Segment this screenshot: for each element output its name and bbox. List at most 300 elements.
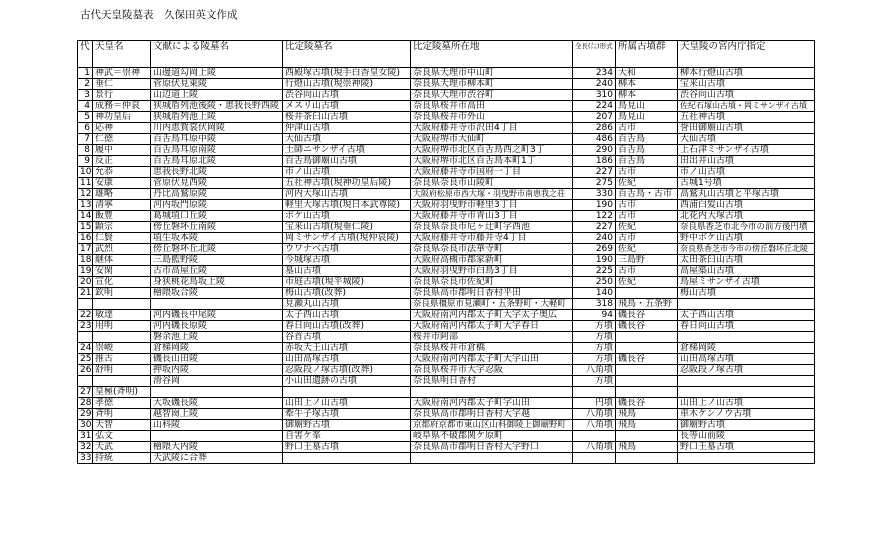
table-row xyxy=(78,321,815,332)
cell-literature: 傍丘磐坏丘北陵 xyxy=(151,244,283,255)
table-row xyxy=(78,101,815,112)
cell-location: 大阪府羽曳野市白鳥3丁目 xyxy=(411,266,573,277)
cell-imperial: 高鷲丸山古墳と平塚古墳 xyxy=(678,189,815,200)
cell-emperor: 敏達 xyxy=(93,310,151,321)
cell-length: 方墳 xyxy=(573,332,616,343)
cell-compared: 大仙古墳 xyxy=(283,134,411,145)
cell-no: 7 xyxy=(78,134,93,145)
cell-location: 大阪府松原市西大塚・羽曳野市南恵我之荘 xyxy=(411,189,573,200)
cell-compared: 河内大塚山古墳 xyxy=(283,189,411,200)
cell-emperor: 顕宗 xyxy=(93,222,151,233)
cell-group: 百舌鳥 xyxy=(616,156,678,167)
cell-no: 5 xyxy=(78,112,93,123)
cell-emperor: 成務＝仲哀 xyxy=(93,101,151,112)
cell-literature: 身狭桃花鳥坂上陵 xyxy=(151,277,283,288)
table-row xyxy=(78,398,815,409)
cell-compared: 桜井茶臼山古墳 xyxy=(283,112,411,123)
cell-location: 大阪府藤井寺市藤井寺4丁目 xyxy=(411,233,573,244)
cell-length: 290 xyxy=(573,145,616,156)
cell-no: 27 xyxy=(78,387,93,398)
cell-literature: 埴生坂本陵 xyxy=(151,233,283,244)
cell-location: 大阪府堺市大仙町 xyxy=(411,134,573,145)
cell-emperor: 斉明 xyxy=(93,409,151,420)
cell-location: 奈良県桜井市外山 xyxy=(411,112,573,123)
cell-compared: 忍阪段ノ塚古墳(改葬) xyxy=(283,365,411,376)
cell-length: 269 xyxy=(573,244,616,255)
cell-length: 275 xyxy=(573,178,616,189)
cell-compared: 行燈山古墳(現崇神陵) xyxy=(283,79,411,90)
table-row xyxy=(78,90,815,101)
cell-imperial: 大仙古墳 xyxy=(678,134,815,145)
cell-group: 磯長谷 xyxy=(616,321,678,332)
cell-group: 柳本 xyxy=(616,79,678,90)
table-row xyxy=(78,266,815,277)
cell-group: 飛鳥 xyxy=(616,409,678,420)
cell-group: 佐紀 xyxy=(616,244,678,255)
cell-no: 8 xyxy=(78,145,93,156)
cell-emperor: 応神 xyxy=(93,123,151,134)
cell-no: 6 xyxy=(78,123,93,134)
cell-location: 奈良県奈良市佐紀町 xyxy=(411,277,573,288)
cell-length: 240 xyxy=(573,79,616,90)
cell-imperial: 春日向山古墳 xyxy=(678,321,815,332)
cell-length: 186 xyxy=(573,156,616,167)
cell-emperor: 用明 xyxy=(93,321,151,332)
cell-length: 330 xyxy=(573,189,616,200)
cell-location xyxy=(411,453,573,464)
cell-no: 1 xyxy=(78,68,93,79)
cell-emperor: 景行 xyxy=(93,90,151,101)
cell-group: 古市 xyxy=(616,200,678,211)
cell-no: 4 xyxy=(78,101,93,112)
cell-emperor: 履中 xyxy=(93,145,151,156)
table-row xyxy=(78,255,815,266)
cell-imperial: 倉梯岡陵 xyxy=(678,343,815,354)
cell-length: 140 xyxy=(573,288,616,299)
header-location: 比定陵墓所在地 xyxy=(411,41,573,68)
cell-imperial: 佐紀石塚山古墳・岡ミサンザイ古墳 xyxy=(678,101,815,112)
cell-length: 250 xyxy=(573,277,616,288)
cell-group xyxy=(616,288,678,299)
cell-imperial: 御廟野古墳 xyxy=(678,420,815,431)
cell-no: 26 xyxy=(78,365,93,376)
cell-compared: 市庭古墳(現平城陵) xyxy=(283,277,411,288)
cell-emperor: 神武＝崇神 xyxy=(93,68,151,79)
cell-no: 17 xyxy=(78,244,93,255)
cell-location: 大阪府南河内郡太子町大字山田 xyxy=(411,354,573,365)
cell-compared: 土師ニサンザイ古墳 xyxy=(283,145,411,156)
cell-compared: 岡ミサンザイ古墳(現仲哀陵) xyxy=(283,233,411,244)
cell-group: 佐紀 xyxy=(616,222,678,233)
cell-length: 八角墳 xyxy=(573,409,616,420)
cell-literature: 天武陵に合葬 xyxy=(151,453,283,464)
cell-compared: 西殿塚古墳(現手白香皇女陵) xyxy=(283,68,411,79)
cell-emperor: 天智 xyxy=(93,420,151,431)
cell-no: 24 xyxy=(78,343,93,354)
cell-compared: ウワナベ古墳 xyxy=(283,244,411,255)
cell-emperor: 宣化 xyxy=(93,277,151,288)
cell-compared: 太子西山古墳 xyxy=(283,310,411,321)
cell-group: 百舌鳥 xyxy=(616,145,678,156)
cell-literature: 山辺道上陵 xyxy=(151,90,283,101)
cell-literature: 狭城盾列池後陵・恵我長野西陵 xyxy=(151,101,283,112)
cell-emperor: 舒明 xyxy=(93,365,151,376)
cell-no: 30 xyxy=(78,420,93,431)
cell-no: 21 xyxy=(78,288,93,299)
cell-imperial: 西浦白髪山古墳 xyxy=(678,200,815,211)
cell-no: 15 xyxy=(78,222,93,233)
cell-emperor: 雄略 xyxy=(93,189,151,200)
cell-compared: 百舌鳥御廟山古墳 xyxy=(283,156,411,167)
cell-length: 207 xyxy=(573,112,616,123)
cell-literature: 三島藍野陵 xyxy=(151,255,283,266)
cell-location: 桜井市阿部 xyxy=(411,332,573,343)
cell-compared: 小山田遺跡の古墳 xyxy=(283,376,411,387)
cell-length: 486 xyxy=(573,134,616,145)
cell-location: 大阪府藤井寺市青山3丁目 xyxy=(411,211,573,222)
cell-location: 奈良県奈良市山陵町 xyxy=(411,178,573,189)
cell-literature: 恵我長野北陵 xyxy=(151,167,283,178)
cell-location: 大阪府高槻市郡家新町 xyxy=(411,255,573,266)
cell-literature: 滑谷岡 xyxy=(151,376,283,387)
cell-length: 234 xyxy=(573,68,616,79)
cell-imperial: 渋谷向山古墳 xyxy=(678,90,815,101)
cell-imperial: 上石津ミサンザイ古墳 xyxy=(678,145,815,156)
cell-no xyxy=(78,376,93,387)
tomb-table xyxy=(77,40,815,464)
cell-compared: 梅山古墳(改葬) xyxy=(283,288,411,299)
cell-location: 奈良県天理市渋谷町 xyxy=(411,90,573,101)
page-title: 古代天皇陵墓表 久保田英文作成 xyxy=(80,9,238,21)
cell-emperor: 垂仁 xyxy=(93,79,151,90)
cell-group: 古市 xyxy=(616,211,678,222)
table-row xyxy=(78,200,815,211)
cell-group xyxy=(616,387,678,398)
cell-location: 大阪府南河内郡太子町大字太子奥広 xyxy=(411,310,573,321)
cell-group: 磯長谷 xyxy=(616,354,678,365)
cell-imperial: 北花内大塚古墳 xyxy=(678,211,815,222)
table-row xyxy=(78,189,815,200)
cell-no: 13 xyxy=(78,200,93,211)
cell-emperor: 孝徳 xyxy=(93,398,151,409)
cell-length: 94 xyxy=(573,310,616,321)
cell-location: 奈良県高市郡明日香村平田 xyxy=(411,288,573,299)
cell-compared: 山田上ノ山古墳 xyxy=(283,398,411,409)
cell-length: 310 xyxy=(573,90,616,101)
cell-compared: 自害ケ峯 xyxy=(283,431,411,442)
table-header-row xyxy=(78,41,815,68)
cell-no: 3 xyxy=(78,90,93,101)
header-group: 所属古墳群 xyxy=(616,41,678,68)
cell-length: 286 xyxy=(573,123,616,134)
cell-location: 奈良県桜井市高田 xyxy=(411,101,573,112)
cell-compared: 市ノ山古墳 xyxy=(283,167,411,178)
cell-literature: 古市高屋丘陵 xyxy=(151,266,283,277)
table-row xyxy=(78,354,815,365)
cell-length xyxy=(573,453,616,464)
table-row xyxy=(78,68,815,79)
cell-compared: 春日向山古墳(改葬) xyxy=(283,321,411,332)
cell-length: 方墳 xyxy=(573,354,616,365)
cell-emperor: 継体 xyxy=(93,255,151,266)
cell-emperor: 安閑 xyxy=(93,266,151,277)
cell-group xyxy=(616,343,678,354)
table-row xyxy=(78,79,815,90)
cell-compared xyxy=(283,387,411,398)
cell-literature: 丹比高鷲原陵 xyxy=(151,189,283,200)
header-imperial: 天皇陵の宮内庁指定 xyxy=(678,41,815,68)
cell-imperial: 野中ボケ山古墳 xyxy=(678,233,815,244)
table-row xyxy=(78,145,815,156)
cell-group: 飛鳥 xyxy=(616,420,678,431)
cell-group: 鳥見山 xyxy=(616,112,678,123)
table-row xyxy=(78,442,815,453)
cell-literature xyxy=(151,387,283,398)
cell-no: 14 xyxy=(78,211,93,222)
header-emperor: 天皇名 xyxy=(93,41,151,68)
cell-literature: 越智崗上陵 xyxy=(151,409,283,420)
cell-emperor: 允恭 xyxy=(93,167,151,178)
cell-emperor: 持統 xyxy=(93,453,151,464)
header-literature: 文献による陵墓名 xyxy=(151,41,283,68)
cell-no: 9 xyxy=(78,156,93,167)
cell-length: 八角墳 xyxy=(573,420,616,431)
cell-literature: 菅原伏見西陵 xyxy=(151,178,283,189)
cell-literature: 川内恵賀裳伏岡陵 xyxy=(151,123,283,134)
cell-length: 190 xyxy=(573,255,616,266)
cell-emperor: 神功皇后 xyxy=(93,112,151,123)
cell-imperial xyxy=(678,299,815,310)
table-row xyxy=(78,310,815,321)
cell-emperor xyxy=(93,332,151,343)
cell-imperial: 誉田御廟山古墳 xyxy=(678,123,815,134)
cell-location: 奈良県奈良市尼ヶ辻町字西池 xyxy=(411,222,573,233)
table-row xyxy=(78,431,815,442)
cell-compared: 山田高塚古墳 xyxy=(283,354,411,365)
cell-length: 方墳 xyxy=(573,376,616,387)
cell-compared: 五社神古墳(現神功皇后陵) xyxy=(283,178,411,189)
cell-no: 32 xyxy=(78,442,93,453)
cell-emperor: 武烈 xyxy=(93,244,151,255)
cell-imperial: 野口王墓古墳 xyxy=(678,442,815,453)
cell-length: 227 xyxy=(573,222,616,233)
cell-literature: 河内磯長原陵 xyxy=(151,321,283,332)
cell-group: 古市 xyxy=(616,123,678,134)
cell-group: 柳本 xyxy=(616,90,678,101)
cell-no: 18 xyxy=(78,255,93,266)
cell-group: 百舌鳥 xyxy=(616,134,678,145)
cell-group: 古市 xyxy=(616,233,678,244)
cell-location: 大阪府羽曳野市軽里3丁目 xyxy=(411,200,573,211)
table-row xyxy=(78,167,815,178)
cell-emperor: 天武 xyxy=(93,442,151,453)
cell-imperial xyxy=(678,453,815,464)
cell-emperor: 皇極(斉明) xyxy=(93,387,151,398)
cell-location: 大阪府南河内郡太子町字山田 xyxy=(411,398,573,409)
cell-imperial: 柳本行燈山古墳 xyxy=(678,68,815,79)
cell-emperor: 推古 xyxy=(93,354,151,365)
cell-length: 円墳 xyxy=(573,398,616,409)
cell-location: 奈良県桜井市大字忍阪 xyxy=(411,365,573,376)
table-row xyxy=(78,387,815,398)
cell-imperial: 高屋築山古墳 xyxy=(678,266,815,277)
header-no: 代 xyxy=(78,41,93,68)
header-length: 全長(㍍)形式 xyxy=(573,41,616,68)
cell-no: 20 xyxy=(78,277,93,288)
cell-literature: 傍丘磐坏丘南陵 xyxy=(151,222,283,233)
cell-emperor xyxy=(93,299,151,310)
cell-length: 122 xyxy=(573,211,616,222)
cell-literature: 河内磯長中尾陵 xyxy=(151,310,283,321)
cell-location: 京都府京都市東山区山科御陵上御廟野町 xyxy=(411,420,573,431)
cell-no: 11 xyxy=(78,178,93,189)
cell-compared: 渋谷向山古墳 xyxy=(283,90,411,101)
cell-compared: 赤坂天王山古墳 xyxy=(283,343,411,354)
cell-imperial: 梅山古墳 xyxy=(678,288,815,299)
cell-imperial: 鳥屋ミサンザイ古墳 xyxy=(678,277,815,288)
cell-compared: 見瀬丸山古墳 xyxy=(283,299,411,310)
cell-imperial: 車木ケンノウ古墳 xyxy=(678,409,815,420)
cell-location: 大阪府南河内郡太子町大字春日 xyxy=(411,321,573,332)
cell-compared: 仲津山古墳 xyxy=(283,123,411,134)
table-row xyxy=(78,365,815,376)
cell-emperor: 反正 xyxy=(93,156,151,167)
cell-location: 岐阜県不破郡関ケ原町 xyxy=(411,431,573,442)
cell-location: 奈良県高市郡明日香村大字野口 xyxy=(411,442,573,453)
cell-emperor: 仁徳 xyxy=(93,134,151,145)
cell-imperial: 長等山前陵 xyxy=(678,431,815,442)
cell-compared xyxy=(283,453,411,464)
cell-imperial: 古城1号墳 xyxy=(678,178,815,189)
table-row xyxy=(78,233,815,244)
cell-group: 磯長谷 xyxy=(616,310,678,321)
cell-emperor xyxy=(93,376,151,387)
cell-length xyxy=(573,431,616,442)
cell-no xyxy=(78,299,93,310)
cell-location: 奈良県奈良市法華寺町 xyxy=(411,244,573,255)
cell-no: 23 xyxy=(78,321,93,332)
cell-no: 29 xyxy=(78,409,93,420)
table-row xyxy=(78,222,815,233)
cell-group xyxy=(616,431,678,442)
cell-emperor: 清寧 xyxy=(93,200,151,211)
table-row xyxy=(78,420,815,431)
cell-no: 28 xyxy=(78,398,93,409)
table-row xyxy=(78,453,815,464)
cell-emperor: 弘文 xyxy=(93,431,151,442)
table-row xyxy=(78,376,815,387)
table-row xyxy=(78,123,815,134)
cell-length: 225 xyxy=(573,266,616,277)
cell-length: 318 xyxy=(573,299,616,310)
cell-location: 奈良県高市郡明日香村大字越 xyxy=(411,409,573,420)
cell-location: 奈良県桜井市倉橋 xyxy=(411,343,573,354)
cell-no: 2 xyxy=(78,79,93,90)
cell-literature xyxy=(151,431,283,442)
cell-location: 大阪府藤井寺市国府一丁目 xyxy=(411,167,573,178)
cell-group: 飛鳥・五条野 xyxy=(616,299,678,310)
cell-imperial: 忍阪段ノ塚古墳 xyxy=(678,365,815,376)
table-row xyxy=(78,332,815,343)
cell-compared: 御廟野古墳 xyxy=(283,420,411,431)
cell-no: 22 xyxy=(78,310,93,321)
cell-imperial: 宝来山古墳 xyxy=(678,79,815,90)
table-row xyxy=(78,288,815,299)
table-row xyxy=(78,343,815,354)
cell-length: 八角墳 xyxy=(573,442,616,453)
cell-no xyxy=(78,332,93,343)
cell-literature: 山邊道勾岡上陵 xyxy=(151,68,283,79)
cell-length: 227 xyxy=(573,167,616,178)
cell-no: 19 xyxy=(78,266,93,277)
cell-group: 百舌鳥・古市 xyxy=(616,189,678,200)
cell-literature: 磐余池上陵 xyxy=(151,332,283,343)
cell-literature: 葛城埴口丘陵 xyxy=(151,211,283,222)
cell-group: 古市 xyxy=(616,266,678,277)
cell-length: 方墳 xyxy=(573,343,616,354)
cell-compared: 今城塚古墳 xyxy=(283,255,411,266)
cell-group: 三島野 xyxy=(616,255,678,266)
cell-location: 奈良県橿原市見瀬町・五条野町・大軽町 xyxy=(411,299,573,310)
cell-imperial: 市ノ山古墳 xyxy=(678,167,815,178)
cell-literature: 河内坂門原陵 xyxy=(151,200,283,211)
cell-imperial xyxy=(678,376,815,387)
table-row xyxy=(78,409,815,420)
cell-imperial: 山田高塚古墳 xyxy=(678,354,815,365)
table-row xyxy=(78,299,815,310)
cell-literature: 百舌鳥耳原南陵 xyxy=(151,145,283,156)
cell-location: 奈良県明日香村 xyxy=(411,376,573,387)
cell-literature xyxy=(151,299,283,310)
table-row xyxy=(78,244,815,255)
cell-group xyxy=(616,365,678,376)
cell-length: 240 xyxy=(573,233,616,244)
cell-no: 25 xyxy=(78,354,93,365)
table-row xyxy=(78,156,815,167)
cell-no: 10 xyxy=(78,167,93,178)
cell-no: 33 xyxy=(78,453,93,464)
cell-no: 16 xyxy=(78,233,93,244)
cell-location: 奈良県天理市中山町 xyxy=(411,68,573,79)
cell-compared: 谷首古墳 xyxy=(283,332,411,343)
cell-literature: 倉梯岡陵 xyxy=(151,343,283,354)
cell-literature: 押坂内陵 xyxy=(151,365,283,376)
cell-compared: 宝来山古墳(現垂仁陵) xyxy=(283,222,411,233)
cell-literature: 大坂磯長陵 xyxy=(151,398,283,409)
cell-length: 方墳 xyxy=(573,321,616,332)
cell-location: 大阪府堺市北区百舌鳥西之町3丁 xyxy=(411,145,573,156)
cell-literature: 百舌鳥耳原中陵 xyxy=(151,134,283,145)
cell-imperial: 奈良県香芝市北今市の前方後円墳 xyxy=(678,222,815,233)
cell-compared: 軽里大塚古墳(現日本武尊陵) xyxy=(283,200,411,211)
cell-literature: 菅原伏見東陵 xyxy=(151,79,283,90)
cell-imperial xyxy=(678,387,815,398)
cell-location xyxy=(411,387,573,398)
cell-location: 大阪府堺市北区百舌鳥本町1丁 xyxy=(411,156,573,167)
cell-emperor: 崇峻 xyxy=(93,343,151,354)
cell-group xyxy=(616,332,678,343)
cell-literature: 狭城盾列池上陵 xyxy=(151,112,283,123)
table-row xyxy=(78,178,815,189)
cell-compared: メスリ山古墳 xyxy=(283,101,411,112)
cell-imperial: 五社神古墳 xyxy=(678,112,815,123)
cell-compared: ボケ山古墳 xyxy=(283,211,411,222)
cell-group: 古市 xyxy=(616,167,678,178)
table-row xyxy=(78,134,815,145)
cell-group xyxy=(616,453,678,464)
cell-length: 190 xyxy=(573,200,616,211)
cell-group xyxy=(616,376,678,387)
